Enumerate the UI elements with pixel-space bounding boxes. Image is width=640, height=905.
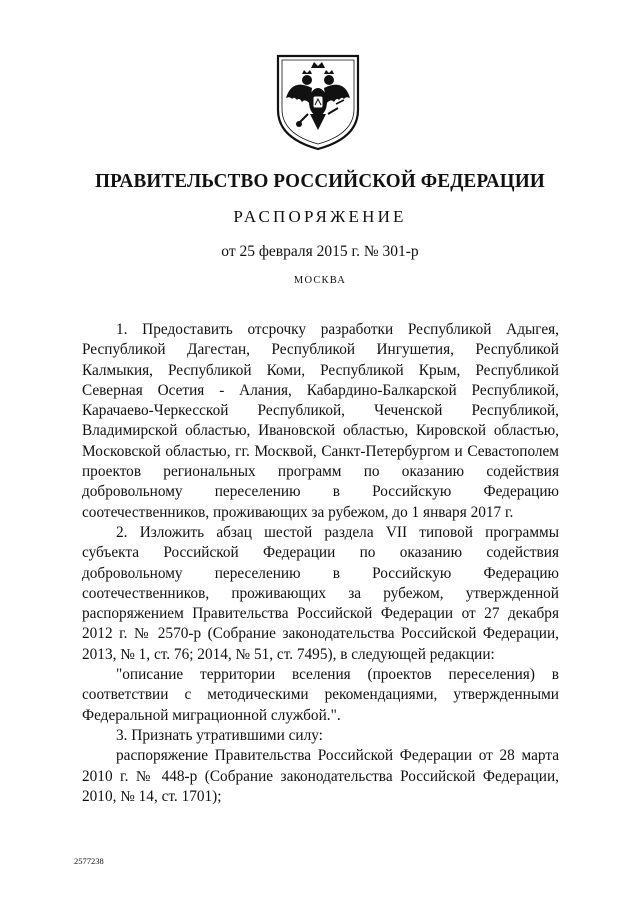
paragraph: 3. Признать утратившими силу: [116,726,323,744]
paragraph: 2. Изложить абзац шестой раздела VII типовой программы субъекта Российской Федерации по оказанию содействия добровольному переселению в Российскую Федерацию соотечественников, проживающих за рубежом, утвержденной распоряжением Правительства Российской Федерации от 27 декабря 2012 г. № 2570-р (Собрание законодательства Российской Федерации, 2013, № 1, ст. 76; 2014, № 51, ст. 7495), в следующей редакции: [82,523,559,663]
document-city: МОСКВА [293,275,347,286]
document-date-number: от 25 февраля 2015 г. № 301-р [221,243,419,260]
document-type: РАСПОРЯЖЕНИЕ [233,207,407,226]
paragraph: распоряжение Правительства Российской Федерации от 28 марта 2010 г. № 448-р (Собрание законодательства Российской Федерации, 2010, № 14, ст. 1701); [82,747,559,805]
russian-coat-of-arms-icon [272,52,364,152]
document-code: 2577238 [74,856,104,866]
document-body [82,320,559,807]
paragraph: 1. Предоставить отсрочку разработки Республикой Адыгея, Республикой Дагестан, Республикой Ингушетия, Республикой Калмыкия, Республикой Коми, Республикой Крым, Республикой Северная Осетия - Алания, Кабардино-Балкарской Республикой, Карачаево-Черкесской Республикой, Чеченской Республикой, Владимирской областью, Ивановской областью, Кировской областью, Московской областью, гг. Москвой, Санкт-Петербургом и Севастополем проектов региональных программ по оказанию содействия добровольному переселению в Российскую Федерацию соотечественников, проживающих за рубежом, до 1 января 2017 г. [82,321,559,521]
page-title: ПРАВИТЕЛЬСТВО РОССИЙСКОЙ ФЕДЕРАЦИИ [95,170,545,192]
paragraph: "описание территории вселения (проектов переселения) в соответствии с методическими рекомендациями, утвержденными Федеральной миграционной службой.". [82,666,559,724]
